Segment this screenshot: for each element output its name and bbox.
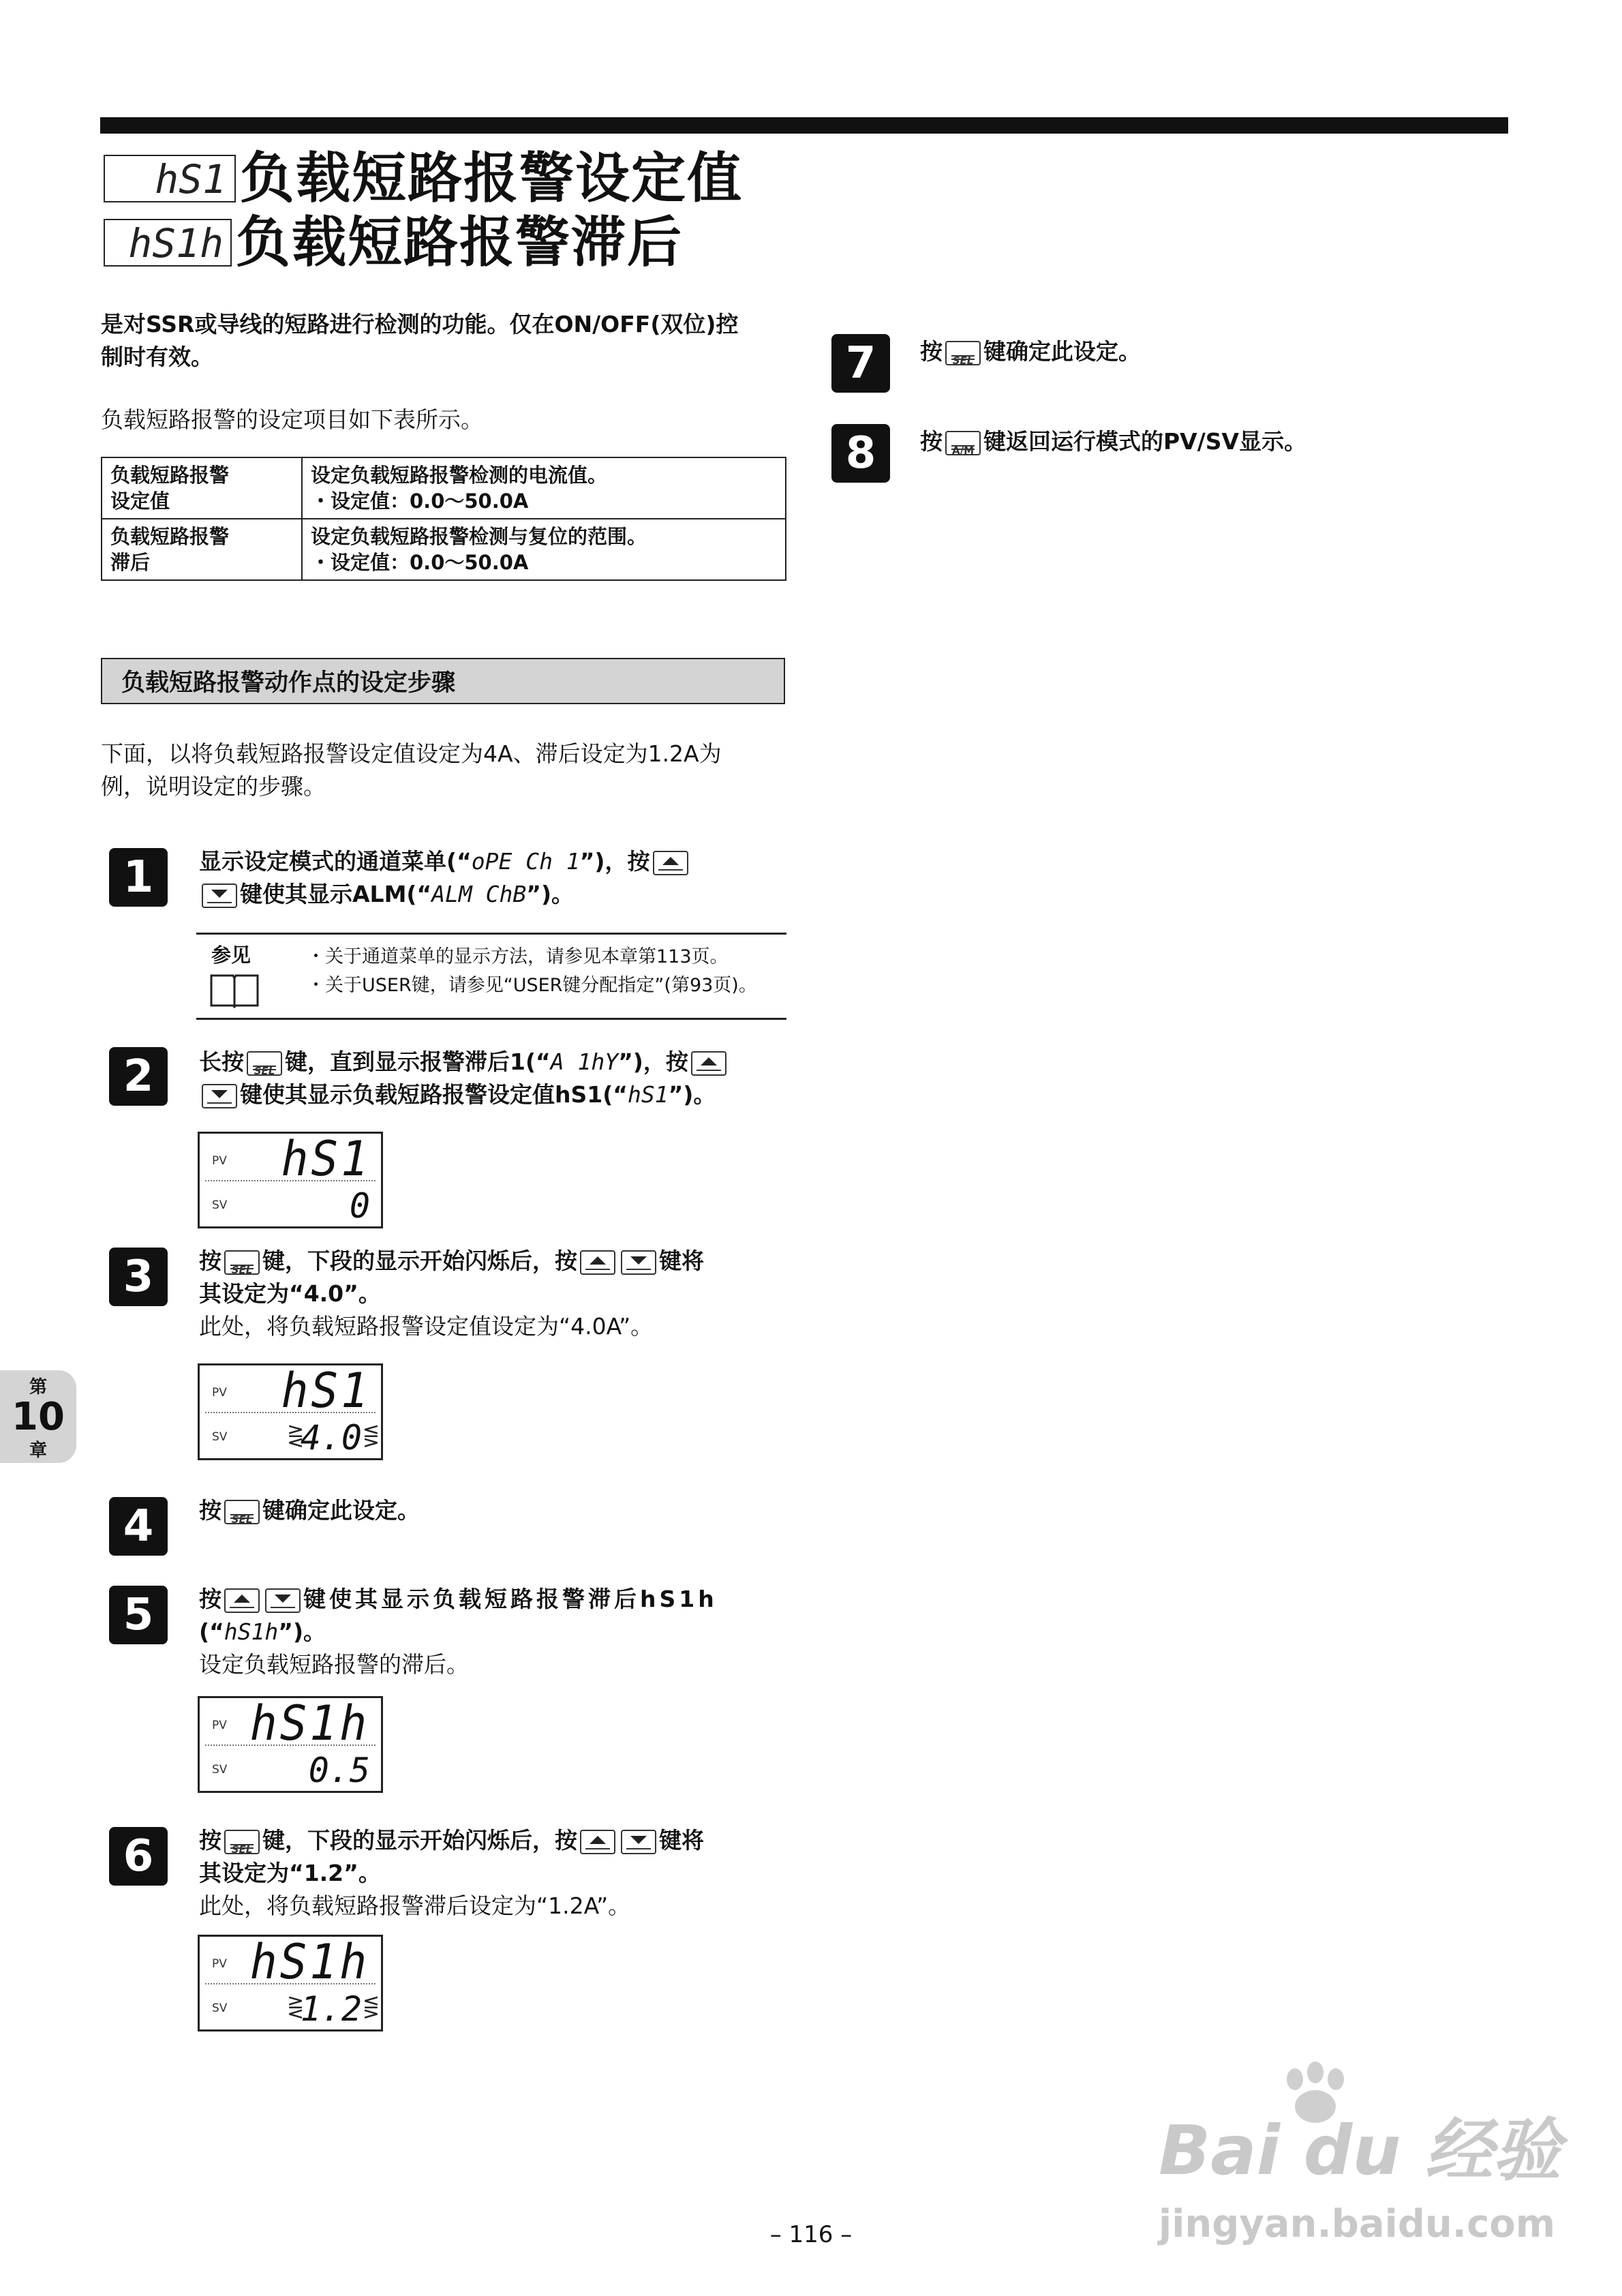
reference-box bbox=[196, 933, 786, 1020]
step-number-2: 2 bbox=[109, 1047, 168, 1106]
step-number-7: 7 bbox=[831, 334, 890, 393]
step-6-text: 按 SEL 键，下段的显示开始闪烁后，按 键将 其设定为“1.2”。 此处，将负载短路报警滞后设定为“1.2A”。 bbox=[199, 1827, 704, 1919]
page-number: – 116 – bbox=[769, 2221, 853, 2248]
watermark-brand: Bai du 经验 bbox=[1159, 2111, 1561, 2190]
pv-value: hS1 bbox=[281, 1131, 371, 1187]
sv-value: 1.2 bbox=[300, 1989, 362, 2029]
step-number-5: 5 bbox=[109, 1586, 168, 1644]
step-4-text: 按 SEL 键确定此设定。 bbox=[199, 1497, 420, 1526]
title-hs1 bbox=[104, 147, 743, 210]
segment-code-box bbox=[104, 219, 232, 267]
page-title: 负载短路报警设定值 bbox=[240, 147, 743, 210]
blink-icon: ⋚ bbox=[362, 1995, 380, 2019]
step-1-text: 显示设定模式的通道菜单(“oPE Ch 1”)，按 键使其显示ALM(“ALM ChB”)。 bbox=[199, 845, 792, 911]
step-number-6: 6 bbox=[109, 1827, 168, 1886]
table-key-cell: 负载短路报警 滞后 bbox=[102, 519, 302, 580]
sel-key-icon: SEL bbox=[224, 1250, 260, 1275]
segment-code-text: hS1 bbox=[155, 156, 226, 201]
lcd-display: PV hS1h SV ⋛ 1.2 ⋚ bbox=[198, 1935, 383, 2031]
page-subtitle: 负载短路报警滞后 bbox=[236, 211, 683, 274]
pv-value: hS1h bbox=[250, 1695, 370, 1751]
down-key-icon bbox=[621, 1250, 656, 1275]
down-key-icon bbox=[621, 1830, 656, 1854]
table-intro: 负载短路报警的设定项目如下表所示。 bbox=[101, 406, 483, 433]
sel-key-icon: SEL bbox=[224, 1830, 260, 1854]
step-7-text: 按 SEL 键确定此设定。 bbox=[920, 338, 1141, 367]
down-key-icon bbox=[202, 1084, 237, 1108]
step-8-text: 按 A/M 键返回运行模式的PV/SV显示。 bbox=[920, 428, 1307, 457]
lcd-display: PV hS1 SV 0 bbox=[198, 1132, 383, 1228]
reference-label: 参见 bbox=[211, 943, 251, 967]
reference-line: ・关于通道菜单的显示方法，请参见本章第113页。 bbox=[307, 946, 729, 967]
segment-code-text: hS1h bbox=[128, 220, 224, 265]
up-key-icon bbox=[580, 1830, 615, 1854]
reference-line: ・关于USER键，请参见“USER键分配指定”(第93页)。 bbox=[307, 975, 757, 996]
step-5-text: 按 键使其显示负载短路报警滞后hS1h (“hS1h”)。 设定负载短路报警的滞后。 bbox=[199, 1586, 718, 1678]
intro-line: 是对SSR或导线的短路进行检测的功能。仅在ON/OFF(双位)控 bbox=[101, 311, 739, 337]
step-number-8: 8 bbox=[831, 424, 890, 483]
table-row bbox=[102, 457, 786, 519]
down-key-icon bbox=[265, 1588, 301, 1613]
up-key-icon bbox=[653, 851, 688, 875]
top-rule bbox=[100, 117, 1508, 134]
chapter-tab: 第 10 章 bbox=[0, 1370, 76, 1463]
up-key-icon bbox=[224, 1588, 260, 1613]
lcd-display: PV hS1h SV 0.5 bbox=[198, 1696, 383, 1793]
sel-key-icon: SEL bbox=[247, 1051, 282, 1076]
sv-value: 4.0 bbox=[300, 1418, 362, 1457]
sv-value: 0 bbox=[349, 1186, 370, 1226]
section-heading: 负载短路报警动作点的设定步骤 bbox=[101, 658, 785, 704]
table-row bbox=[102, 519, 786, 580]
sel-key-icon: SEL bbox=[224, 1500, 260, 1524]
segment-code-box bbox=[104, 155, 236, 202]
step-number-1: 1 bbox=[109, 848, 168, 907]
pv-value: hS1 bbox=[281, 1363, 371, 1419]
book-icon bbox=[209, 970, 260, 1008]
up-key-icon bbox=[580, 1250, 615, 1275]
intro-paragraph bbox=[101, 308, 789, 374]
pv-value: hS1h bbox=[250, 1934, 370, 1990]
blink-icon: ⋛ bbox=[287, 1424, 305, 1448]
settings-table bbox=[101, 457, 786, 581]
watermark-url: jingyan.baidu.com bbox=[1159, 2202, 1556, 2246]
sel-key-icon: SEL bbox=[945, 341, 981, 365]
sv-value: 0.5 bbox=[308, 1751, 370, 1790]
blink-icon: ⋚ bbox=[362, 1424, 380, 1448]
section-intro: 下面，以将负载短路报警设定值设定为4A、滞后设定为1.2A为 例，说明设定的步骤。 bbox=[101, 740, 722, 800]
step-3-text: 按 SEL 键，下段的显示开始闪烁后，按 键将 其设定为“4.0”。 此处，将负载短路报警设定值设定为“4.0A”。 bbox=[199, 1248, 704, 1340]
table-desc-cell: 设定负载短路报警检测与复位的范围。 ・设定值：0.0～50.0A bbox=[302, 519, 786, 580]
am-key-icon: A/M bbox=[945, 431, 981, 455]
table-desc-cell: 设定负载短路报警检测的电流值。 ・设定值：0.0～50.0A bbox=[302, 457, 786, 519]
down-key-icon bbox=[202, 883, 237, 908]
blink-icon: ⋛ bbox=[287, 1995, 305, 2019]
lcd-display: PV hS1 SV ⋛ 4.0 ⋚ bbox=[198, 1363, 383, 1460]
up-key-icon bbox=[691, 1051, 726, 1076]
step-number-3: 3 bbox=[109, 1248, 168, 1306]
title-hs1h bbox=[104, 211, 683, 274]
step-number-4: 4 bbox=[109, 1497, 168, 1556]
intro-line: 制时有效。 bbox=[101, 344, 213, 370]
step-2-text: 长按 SEL 键，直到显示报警滞后1(“A 1hY”)，按 键使其显示负载短路报警设定值hS1(“hS1”)。 bbox=[199, 1046, 792, 1111]
table-key-cell: 负载短路报警 设定值 bbox=[102, 457, 302, 519]
